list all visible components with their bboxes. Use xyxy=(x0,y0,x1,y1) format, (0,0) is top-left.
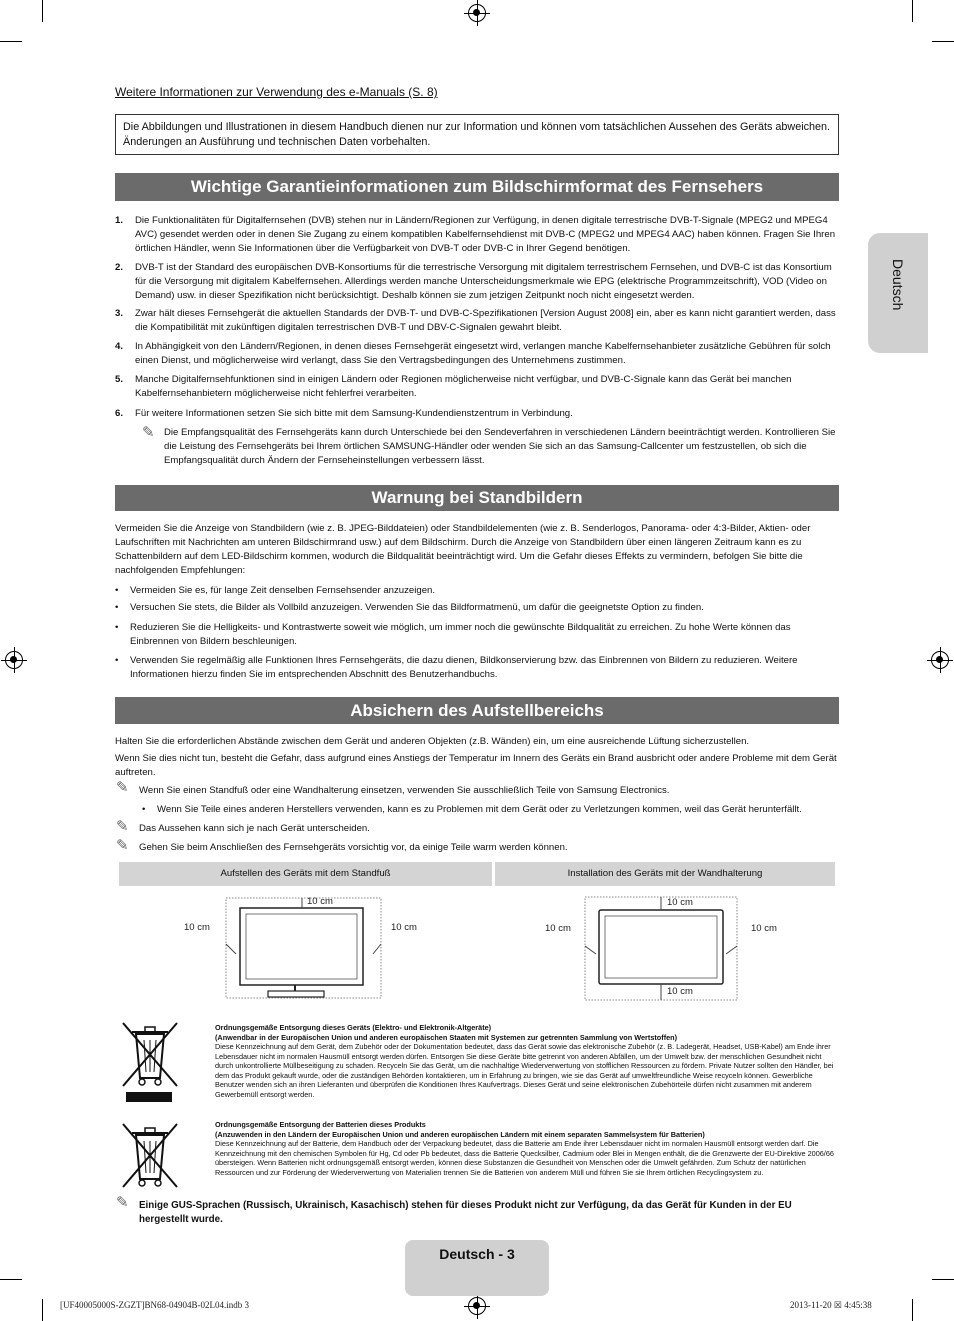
dimension-label: 10 cm xyxy=(667,986,693,997)
note-pencil-icon: ✎ xyxy=(116,818,129,835)
crop-mark xyxy=(42,1299,43,1321)
paragraph: Halten Sie die erforderlichen Abstände zwischen dem Gerät und anderen Objekten (z.B. Wänden) ein, um eine ausreichende Lüftung sicherzustellen. xyxy=(115,736,750,747)
weee-bin-icon xyxy=(120,1020,180,1104)
list-item: 5. Manche Digitalfernsehfunktionen sind in einigen Ländern oder Regionen möglicherweise nicht verfügbar, und DVB-C-Signale kann das Gerät bei manchen Kabelfernsehanbietern möglicherweise nicht fehlerfrei verarbeiten. xyxy=(115,374,792,399)
crop-mark xyxy=(912,0,913,22)
dimension-label: 10 cm xyxy=(307,896,333,907)
list-item: 1. Die Funktionalitäten für Digitalfernsehen (DVB) stehen nur in Ländern/Regionen zur Verfügung, in denen digitale terrestrische DVB-T-Signale (MPEG2 und MPEG4 AVC) gesendet werden oder in denen Sie Zugang zu einem kompatiblen Kabelfernsehdienst mit DVB-C (MPEG2 und MPEG4 AAC) haben können. Fragen Sie Ihren örtlichen Händler, wenn Sie Informationen über die Verfügbarkeit von DVB-T oder DVB-C in Ihrer Gegend benötigen. xyxy=(115,215,836,254)
registration-mark-icon xyxy=(468,4,486,22)
language-side-tab xyxy=(868,233,928,353)
dimension-label: 10 cm xyxy=(184,922,210,933)
e-manual-link[interactable]: Weitere Informationen zur Verwendung des e-Manuals (S. 8) xyxy=(115,85,438,99)
paragraph: Wenn Sie dies nicht tun, besteht die Gefahr, dass aufgrund eines Anstiegs der Temperatur im Innern des Geräts ein Brand ausbricht oder andere Probleme mit dem Gerät auftreten. xyxy=(115,753,837,778)
bullet-item: • Vermeiden Sie es, für lange Zeit denselben Fernsehsender anzuzeigen. xyxy=(115,584,839,598)
disposal-text: Diese Kennzeichnung auf dem Gerät, dem Zubehör oder der Dokumentation bedeutet, dass das Gerät sowie das elektronische Zubehör (z. B. Ladegerät, Headset, USB-Kabel) am Ende ihrer Lebensdauer nicht im normalen Hausmüll entsorgt werden dürfen. Entsorgen Sie diese Geräte bitte getrennt von anderen Abfällen, um der Umwelt bzw. der menschlichen Gesundheit nicht durch unkontrollierte Müllbeseitigung zu schaden. Recyceln Sie das Gerät, um die nachhaltige Wiederverwertung von stofflichen Ressourcen zu fördern. Private Nutzer sollten den Händler, bei dem das Produkt gekauft wurde, oder die zuständigen Behörden kontaktieren, um in Erfahrung zu bringen, wie sie das Gerät auf umweltfreundliche Weise recyceln können. Gewerbliche Benutzer wenden sich an ihren Lieferanten und überprüfen die Konditionen Ihres Kaufvertrags. Dieses Gerät und seine elektronischen Zubehörteile dürfen nicht zusammen mit anderem Gewerbemüll entsorgt werden. xyxy=(215,1042,834,1099)
section-title-still-images: Warnung bei Standbildern xyxy=(115,485,839,511)
side-tab-label: Deutsch xyxy=(890,259,906,311)
list-item: 2. DVB-T ist der Standard des europäischen DVB-Konsortiums für die terrestrische Versorgung mit digitalem terrestrischem Fernsehen, und DVB-C ist das Konsortium für die Versorgung mit digitalem Kabelfernsehen. Allerdings werden manche Unterscheidungsmerkmale wie EPG (elektrische Programmzeitschrift), VOD (Video on Demand) usw. in dieser Spezifikation nicht berücksichtigt. Deshalb können sie zum jetzigen Zeitpunkt noch nicht eingesetzt werden. xyxy=(115,262,832,301)
bullet-item: • Reduzieren Sie die Helligkeits- und Kontrastwerte soweit wie möglich, um immer noch die gewünschte Bildqualität zu erreichen. Zu hohe Werte können das Einbrennen von Bildern beschleunigen. xyxy=(115,621,839,649)
note-text: Das Aussehen kann sich je nach Gerät unterscheiden. xyxy=(139,823,370,834)
figure-title-wall: Installation des Geräts mit der Wandhalterung xyxy=(495,862,835,886)
page-number: Deutsch - 3 xyxy=(439,1246,515,1262)
disposal-title: Ordnungsgemäße Entsorgung der Batterien dieses Produkts xyxy=(215,1120,426,1129)
note-text: Gehen Sie beim Anschließen des Fernsehgeräts vorsichtig vor, da einige Teile warm werden können. xyxy=(139,842,568,853)
crop-mark xyxy=(932,41,954,42)
note-text: Die Empfangsqualität des Fernsehgeräts kann durch Unterschiede bei den Sendeverfahren in verschiedenen Ländern beeinträchtigt werden. Kontrollieren Sie die Leistung des Fernsehgeräts bei Ihrem örtlichen SAMSUNG-Händler oder wenden Sie sich an das Samsung-Callcenter um festzustellen, ob sich die Empfangsqualität durch Ändern der Fernseheinstellungen verbessern lässt. xyxy=(164,427,836,466)
dimension-label: 10 cm xyxy=(751,923,777,934)
bullet-item: • Wenn Sie Teile eines anderen Herstellers verwenden, kann es zu Problemen mit dem Gerät oder zu Verletzungen kommen, weil das Gerät herunterfällt. xyxy=(142,803,839,817)
disposal-battery-block xyxy=(215,1120,835,1177)
disposal-subtitle: (Anzuwenden in den Ländern der Europäischen Union und anderen europäischen Ländern mit einem separaten Sammelsystem für Batterien) xyxy=(215,1129,705,1139)
note-text: Einige GUS-Sprachen (Russisch, Ukrainisch, Kasachisch) stehen für dieses Produkt nicht zur Verfügung, da das Gerät für Kunden in der EU hergestellt wurde. xyxy=(139,1200,792,1225)
list-item: 4. In Abhängigkeit von den Ländern/Regionen, in denen dieses Fernsehgerät eingesetzt wird, verlangen manche Kabelfernsehanbieter zusätzliche Gebühren für solch einen Dienst, und möglicherweise wird verlangt, dass Sie den Vertragsbedingungen des Unternehmens zustimmen. xyxy=(115,341,831,366)
note-pencil-icon: ✎ xyxy=(116,779,129,796)
crop-mark xyxy=(912,1299,913,1321)
bullet-item: • Versuchen Sie stets, die Bilder als Vollbild anzuzeigen. Verwenden Sie das Bildformatmenü, um dafür die geeignetste Option zu finden. xyxy=(115,601,839,615)
disposal-weee-block xyxy=(215,1023,835,1099)
disposal-title: Ordnungsgemäße Entsorgung dieses Geräts (Elektro- und Elektronik-Altgeräte) xyxy=(215,1023,492,1032)
page-label-tab xyxy=(405,1240,549,1296)
crop-mark xyxy=(0,41,22,42)
crop-mark xyxy=(0,1279,22,1280)
footer-timestamp: 2013-11-20 ☒ 4:45:38 xyxy=(790,1300,872,1310)
registration-mark-icon xyxy=(931,651,949,669)
bullet-item: • Verwenden Sie regelmäßig alle Funktionen Ihres Fernsehgeräts, die dazu dienen, Bildkonservierung bzw. das Einbrennen von Bildern zu reduzieren. Weitere Informationen hierzu finden Sie im entsprechenden Abschnitt des Benutzerhandbuchs. xyxy=(115,654,839,682)
disposal-subtitle: (Anwendbar in der Europäischen Union und anderen europäischen Staaten mit Systemen zur getrennten Sammlung von Wertstoffen) xyxy=(215,1032,678,1042)
tv-stand-diagram xyxy=(180,894,440,1004)
crop-mark xyxy=(932,1279,954,1280)
list-item: 6. Für weitere Informationen setzen Sie sich bitte mit dem Samsung-Kundendienstzentrum in Verbindung. xyxy=(115,408,573,419)
note-pencil-icon: ✎ xyxy=(142,424,155,441)
figure-title-stand: Aufstellen des Geräts mit dem Standfuß xyxy=(119,862,492,886)
dimension-label: 10 cm xyxy=(391,922,417,933)
section-title-installation: Absichern des Aufstellbereichs xyxy=(115,697,839,724)
paragraph: Vermeiden Sie die Anzeige von Standbildern (wie z. B. JPEG-Bilddateien) oder Standbildelementen (wie z. B. Senderlogos, Panorama- oder 4:3-Bilder, Aktien- oder Laufschriften mit Nachrichten am unteren Bildschirmrand usw.) auf dem Bildschirm. Durch die Anzeige von Standbildern über einen längeren Zeitraum kann es zu Schattenbildern auf dem LED-Bildschirm kommen, wodurch die Bildqualität beeinträchtigt wird. Um die Gefahr dieses Effekts zu vermindern, befolgen Sie bitte die nachfolgenden Empfehlungen: xyxy=(115,523,811,576)
note-pencil-icon: ✎ xyxy=(116,837,129,854)
list-item: 3. Zwar hält dieses Fernsehgerät die aktuellen Standards der DVB-T- und DVB-C-Spezifikationen [Version August 2008] ein, aber es kann nicht garantiert werden, dass die Kompatibilität mit zukünftigen digitalen terrestrischen DVB-T und DBV-C-Signalen gewahrt bleibt. xyxy=(115,308,836,333)
registration-mark-icon xyxy=(5,651,23,669)
disposal-text: Diese Kennzeichnung auf der Batterie, dem Handbuch oder der Verpackung bedeutet, dass die Batterie am Ende ihrer Lebensdauer nicht im normalen Hausmüll entsorgt werden darf. Die Kennzeichnung mit den chemischen Symbolen für Hg, Cd oder Pb bedeutet, dass die Batterie Quecksilber, Cadmium oder Blei in Mengen enthält, die die Grenzwerte der EU-Direktive 2006/66 übersteigen. Wenn Batterien nicht ordnungsgemäß entsorgt werden, können diese Substanzen die Gesundheit von Menschen oder die Umwelt gefährden. Zum Schutz der natürlichen Ressourcen und zur Förderung der Wiederverwertung von Materialien trennen Sie die Batterien von anderem Müll und führen Sie sie Ihrem örtlichen Recyclingsystem zu. xyxy=(215,1139,834,1177)
disclaimer-box: Die Abbildungen und Illustrationen in diesem Handbuch dienen nur zur Information und können vom tatsächlichen Aussehen des Geräts abweichen. Änderungen an Ausführung und technischen Daten vorbehalten. xyxy=(115,114,839,155)
section-title-warranty: Wichtige Garantieinformationen zum Bildschirmformat des Fernsehers xyxy=(115,173,839,201)
registration-mark-icon xyxy=(468,1297,486,1315)
dimension-label: 10 cm xyxy=(667,897,693,908)
crop-mark xyxy=(42,0,43,22)
battery-bin-icon xyxy=(120,1121,180,1189)
dimension-label: 10 cm xyxy=(545,923,571,934)
footer-file-name: [UF40005000S-ZGZT]BN68-04904B-02L04.indb 3 xyxy=(60,1300,249,1310)
note-text: Wenn Sie einen Standfuß oder eine Wandhalterung einsetzen, verwenden Sie ausschließlich Teile von Samsung Electronics. xyxy=(139,785,670,796)
note-pencil-icon: ✎ xyxy=(116,1194,129,1211)
